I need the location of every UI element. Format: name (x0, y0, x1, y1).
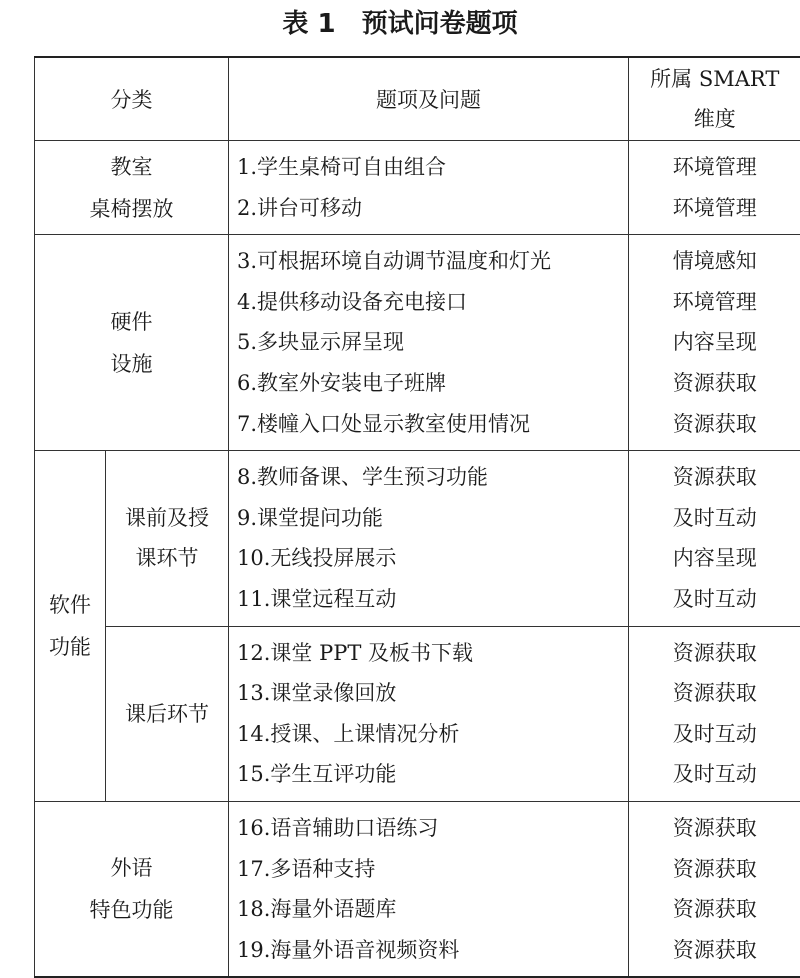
category-line: 桌椅摆放 (35, 188, 228, 230)
item-text: 10.无线投屏展示 (237, 538, 628, 579)
questionnaire-table (34, 56, 800, 978)
dimension-text: 资源获取 (629, 633, 800, 674)
subcategory-line: 课后环节 (106, 694, 228, 734)
table-number: 表 1 (282, 9, 335, 39)
subcategory-line: 课环节 (106, 538, 228, 578)
category-line: 硬件 (35, 301, 228, 343)
item-text: 13.课堂录像回放 (237, 673, 628, 714)
category-cell (35, 141, 229, 235)
dimension-text: 资源获取 (629, 889, 800, 930)
group-row-software-after-class (35, 626, 800, 801)
items-cell (229, 141, 629, 235)
item-text: 8.教师备课、学生预习功能 (237, 457, 628, 498)
header-dimension (629, 57, 800, 141)
items-cell (229, 801, 629, 977)
dimension-text: 资源获取 (629, 404, 800, 445)
items-cell (229, 235, 629, 451)
dimension-text: 资源获取 (629, 673, 800, 714)
item-text: 1.学生桌椅可自由组合 (237, 147, 628, 188)
dimension-text: 及时互动 (629, 754, 800, 795)
category-line: 特色功能 (35, 889, 228, 931)
dimension-text: 环境管理 (629, 188, 800, 229)
dims-cell (629, 451, 800, 626)
dims-cell (629, 235, 800, 451)
header-category: 分类 (35, 57, 229, 141)
group-row-classroom-furniture (35, 141, 800, 235)
category-cell (35, 801, 229, 977)
item-text: 14.授课、上课情况分析 (237, 714, 628, 755)
subcategory-cell (106, 626, 229, 801)
item-text: 3.可根据环境自动调节温度和灯光 (237, 241, 628, 282)
item-text: 15.学生互评功能 (237, 754, 628, 795)
header-dimension-line1: 所属 SMART (629, 59, 800, 99)
dimension-text: 情境感知 (629, 241, 800, 282)
item-text: 7.楼幢入口处显示教室使用情况 (237, 404, 628, 445)
item-text: 9.课堂提问功能 (237, 498, 628, 539)
item-text: 16.语音辅助口语练习 (237, 808, 628, 849)
header-row (35, 57, 800, 141)
dims-cell (629, 801, 800, 977)
dimension-text: 资源获取 (629, 363, 800, 404)
dimension-text: 及时互动 (629, 498, 800, 539)
subcategory-cell (106, 451, 229, 626)
category-line: 软件 (35, 584, 105, 626)
dimension-text: 环境管理 (629, 147, 800, 188)
table-title (0, 6, 800, 42)
dimension-text: 资源获取 (629, 808, 800, 849)
dimension-text: 内容呈现 (629, 538, 800, 579)
item-text: 17.多语种支持 (237, 849, 628, 890)
item-text: 2.讲台可移动 (237, 188, 628, 229)
dimension-text: 资源获取 (629, 457, 800, 498)
dimension-text: 资源获取 (629, 930, 800, 971)
dims-cell (629, 626, 800, 801)
items-cell (229, 451, 629, 626)
category-line: 设施 (35, 343, 228, 385)
header-dimension-line2: 维度 (629, 99, 800, 139)
item-text: 5.多块显示屏呈现 (237, 322, 628, 363)
item-text: 6.教室外安装电子班牌 (237, 363, 628, 404)
items-cell (229, 626, 629, 801)
group-row-software-pre-class (35, 451, 800, 626)
subcategory-line: 课前及授 (106, 498, 228, 538)
item-text: 19.海量外语音视频资料 (237, 930, 628, 971)
group-row-hardware (35, 235, 800, 451)
header-items: 题项及问题 (229, 57, 629, 141)
item-text: 11.课堂远程互动 (237, 579, 628, 620)
category-line: 教室 (35, 146, 228, 188)
table-caption: 预试问卷题项 (362, 9, 518, 39)
category-cell (35, 451, 106, 802)
category-line: 外语 (35, 847, 228, 889)
item-text: 18.海量外语题库 (237, 889, 628, 930)
dimension-text: 内容呈现 (629, 322, 800, 363)
category-cell (35, 235, 229, 451)
dimension-text: 及时互动 (629, 579, 800, 620)
dimension-text: 及时互动 (629, 714, 800, 755)
item-text: 12.课堂 PPT 及板书下载 (237, 633, 628, 674)
dimension-text: 资源获取 (629, 849, 800, 890)
group-row-foreign-language (35, 801, 800, 977)
dims-cell (629, 141, 800, 235)
category-line: 功能 (35, 626, 105, 668)
dimension-text: 环境管理 (629, 282, 800, 323)
item-text: 4.提供移动设备充电接口 (237, 282, 628, 323)
